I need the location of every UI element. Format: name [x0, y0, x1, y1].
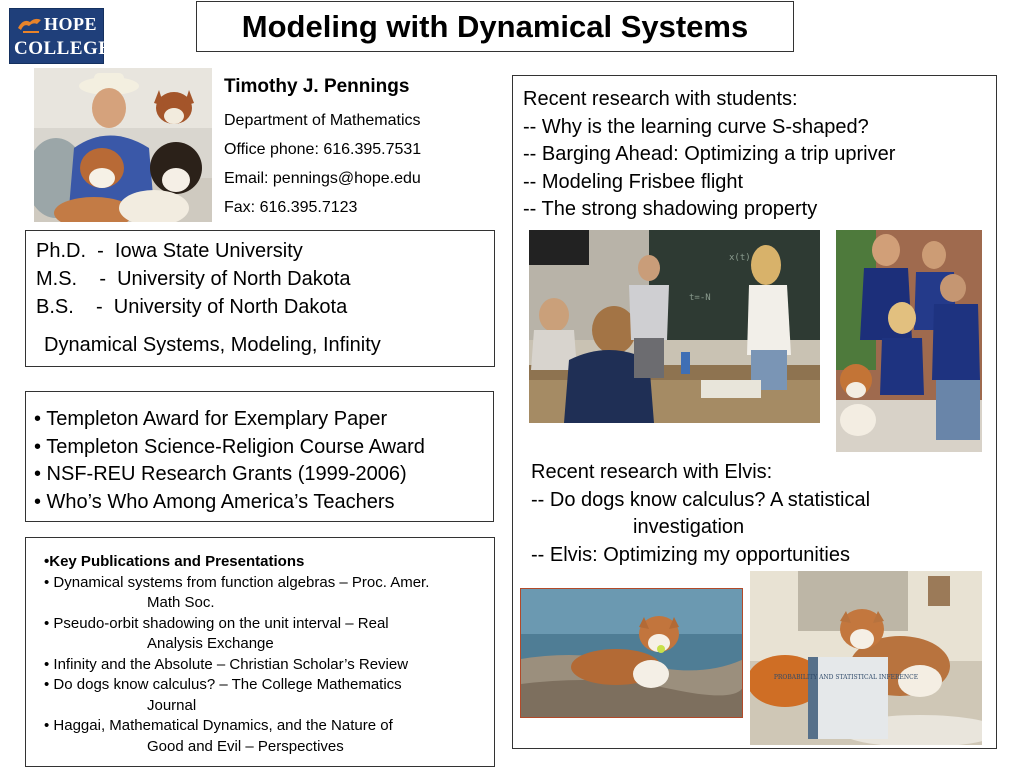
publication-item-cont: Good and Evil – Perspectives: [147, 737, 344, 755]
professor-name: Timothy J. Pennings: [224, 76, 410, 97]
fax: Fax: 616.395.7123: [224, 199, 358, 216]
publication-item: • Dynamical systems from function algebras – Proc. Amer.: [44, 573, 430, 591]
publication-item: • Infinity and the Absolute – Christian Scholar’s Review: [44, 655, 409, 673]
research-elvis-heading: Recent research with Elvis:: [531, 461, 773, 483]
research-item: -- Barging Ahead: Optimizing a trip upriver: [523, 143, 896, 165]
award-item: • NSF-REU Research Grants (1999-2006): [34, 463, 407, 485]
research-item: -- Do dogs know calculus? A statistical: [531, 488, 871, 511]
svg-text:t=-N: t=-N: [689, 293, 711, 303]
department: Department of Mathematics: [224, 112, 421, 129]
research-students: [523, 86, 895, 224]
award-item: • Templeton Award for Exemplary Paper: [34, 408, 388, 430]
research-item: -- The strong shadowing property: [523, 198, 818, 220]
awards-box: [25, 391, 494, 522]
research-item: -- Why is the learning curve S-shaped?: [523, 115, 869, 138]
office-phone: Office phone: 616.395.7531: [224, 141, 422, 158]
degree-ms: M.S. - University of North Dakota: [36, 268, 351, 290]
svg-text:x(t): x(t): [729, 253, 751, 263]
publications-heading: •Key Publications and Presentations: [44, 553, 305, 570]
anchor-icon: [15, 14, 43, 36]
contact-info: [224, 76, 504, 222]
research-item: -- Modeling Frisbee flight: [523, 170, 744, 193]
research-students-heading: Recent research with students:: [523, 88, 798, 110]
publication-item-cont: Analysis Exchange: [147, 635, 274, 652]
research-item: -- Elvis: Optimizing my opportunities: [531, 543, 850, 566]
students-group-photo: [836, 230, 982, 452]
publication-item-cont: Math Soc.: [147, 594, 215, 611]
page-title: Modeling with Dynamical Systems: [241, 8, 749, 44]
classroom-photo: [529, 230, 820, 423]
education-box: [25, 230, 495, 367]
dog-water-photo: [520, 588, 743, 718]
portrait-photo: [34, 68, 212, 222]
logo-college-text: COLLEGE: [14, 38, 112, 59]
title-box: [196, 1, 794, 52]
degree-bs: B.S. - University of North Dakota: [36, 296, 348, 318]
logo-hope-text: HOPE: [44, 14, 98, 34]
publication-item: • Haggai, Mathematical Dynamics, and the Nature of: [44, 717, 393, 734]
dog-reading-photo: [750, 571, 982, 745]
email: Email: pennings@hope.edu: [224, 170, 421, 187]
book-cover-text: PROBABILITY AND STATISTICAL INFERENCE: [773, 674, 919, 681]
research-item-cont: investigation: [633, 516, 745, 538]
degree-phd: Ph.D. - Iowa State University: [36, 240, 303, 262]
publication-item-cont: Journal: [147, 696, 197, 714]
publications-box: [25, 537, 495, 767]
publication-item: • Pseudo-orbit shadowing on the unit interval – Real: [44, 614, 389, 632]
research-elvis: [531, 459, 870, 569]
award-item: • Templeton Science-Religion Course Award: [34, 435, 425, 458]
publication-item: • Do dogs know calculus? – The College Mathematics: [44, 676, 402, 693]
research-interests: Dynamical Systems, Modeling, Infinity: [44, 334, 381, 356]
award-item: • Who’s Who Among America’s Teachers: [34, 490, 395, 513]
hope-college-logo: [9, 8, 112, 64]
